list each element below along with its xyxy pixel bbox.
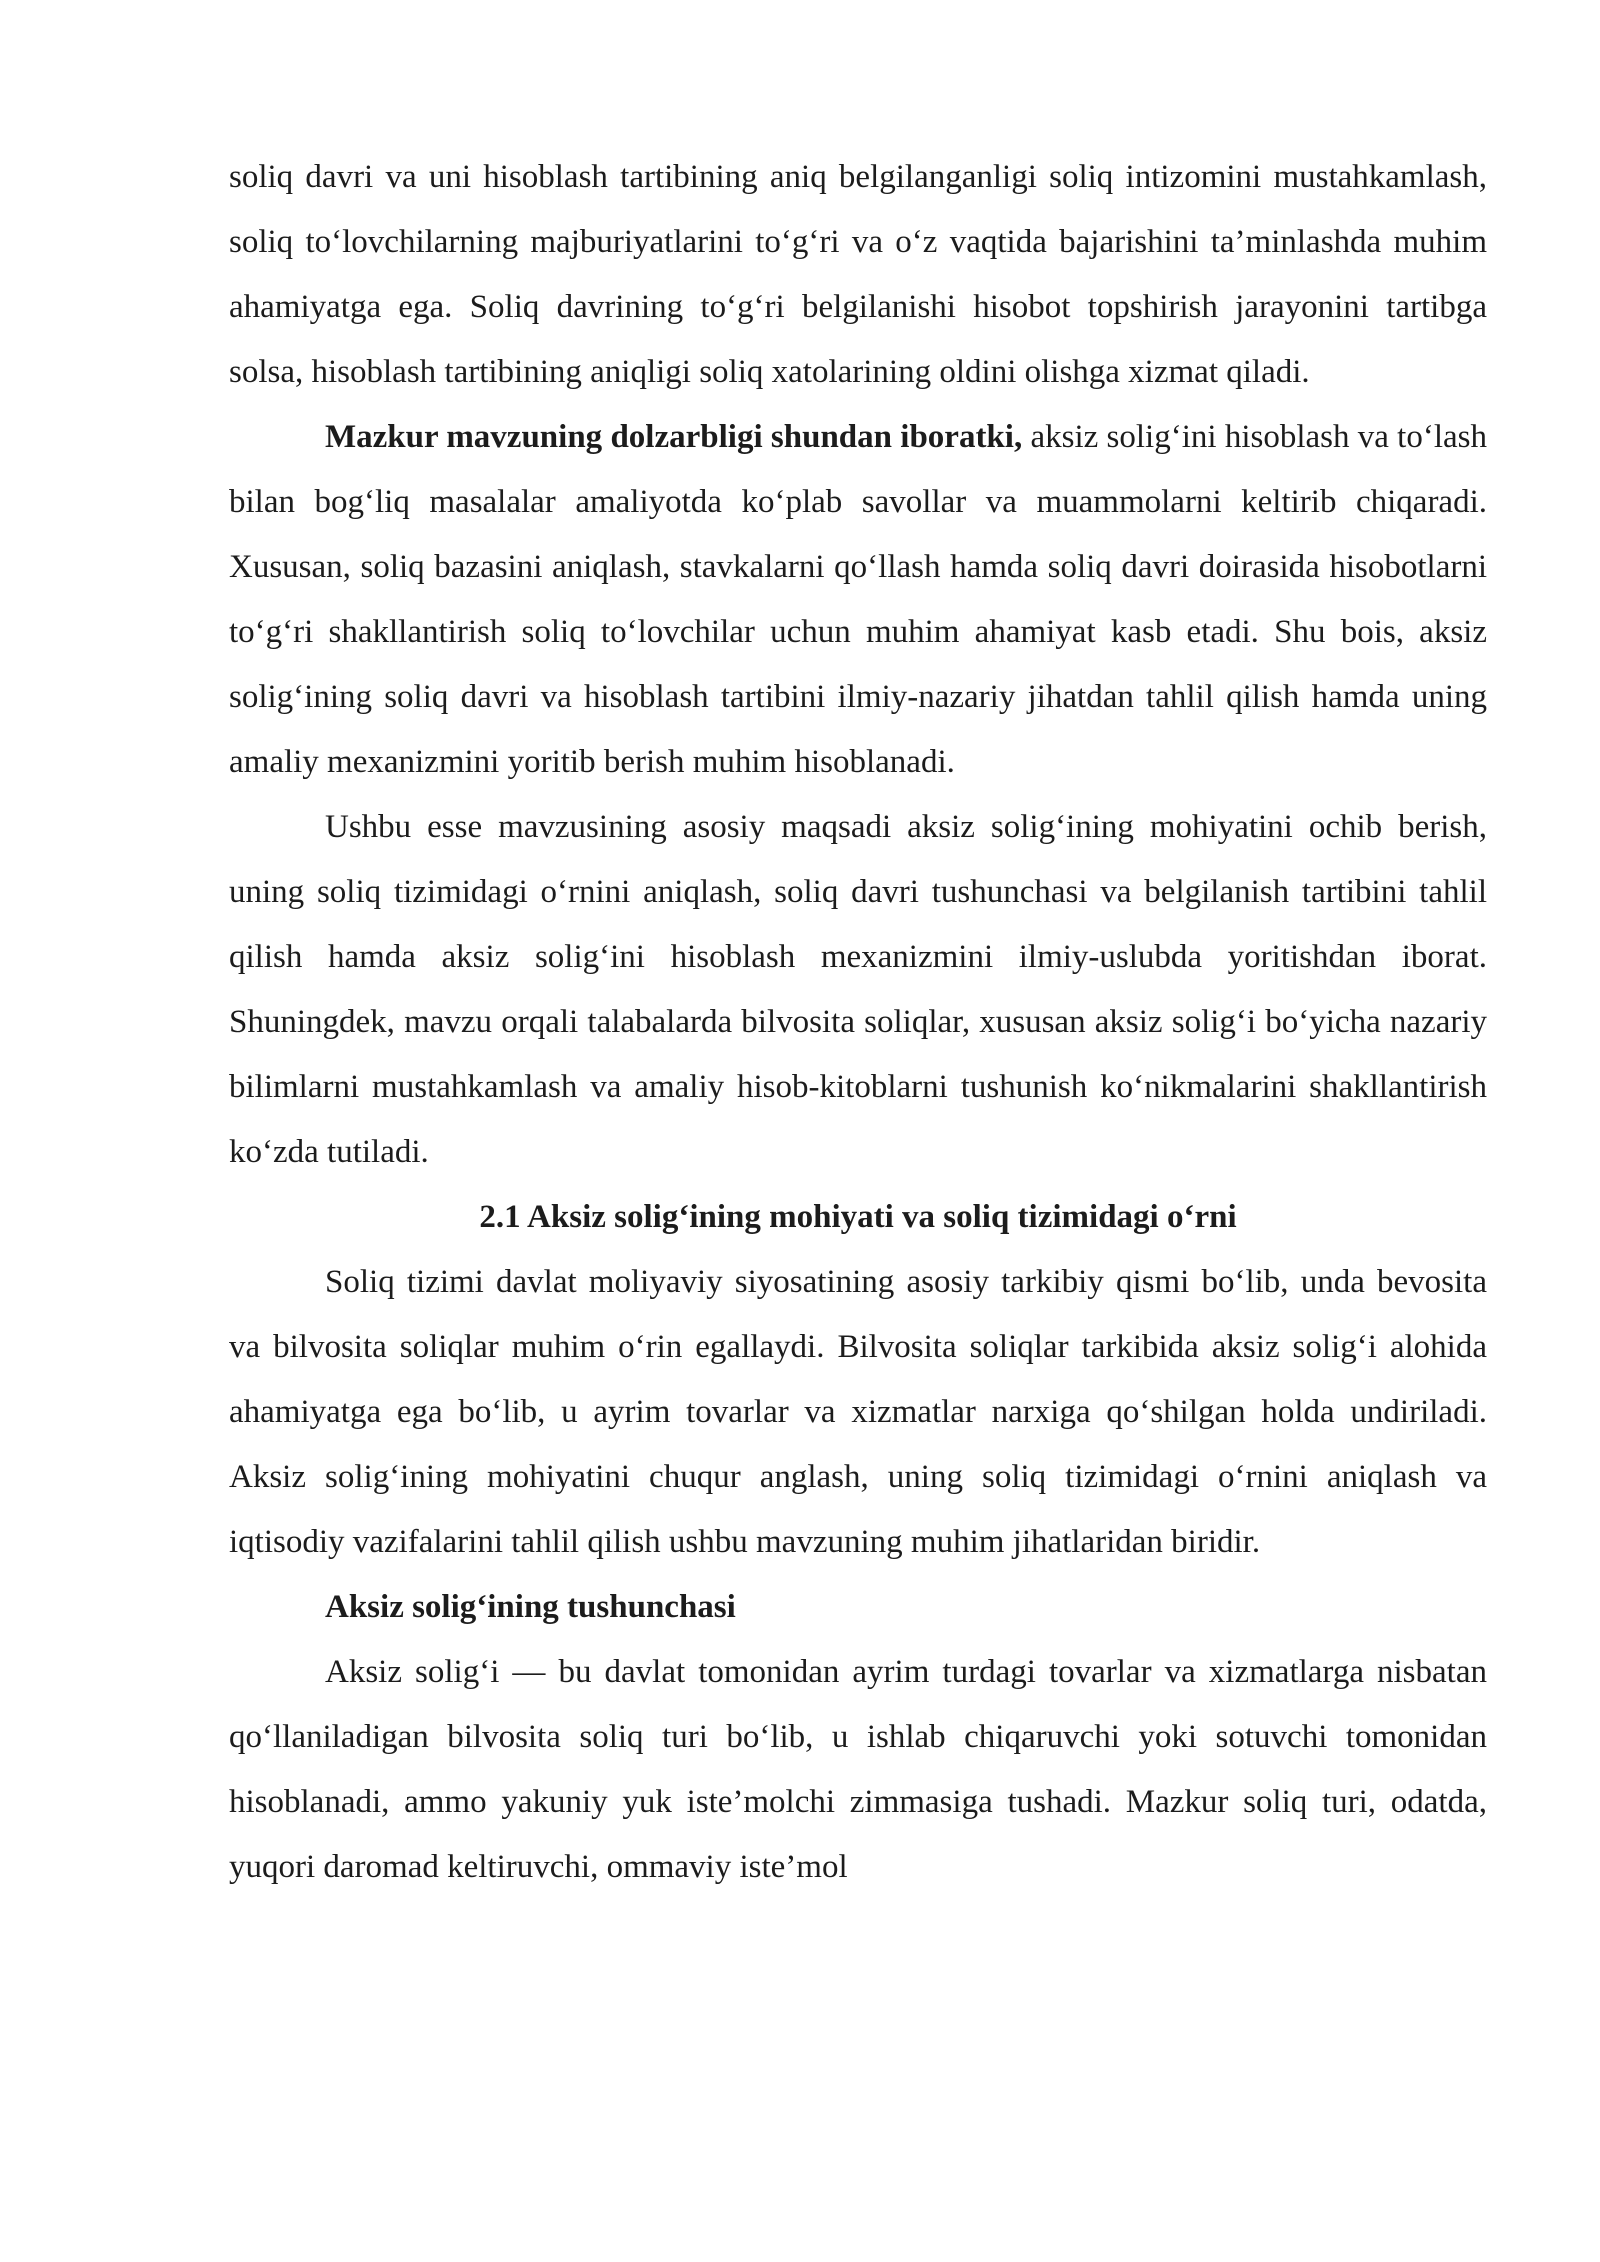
document-page	[229, 145, 1487, 1900]
section-heading: 2.1 Aksiz solig‘ining mohiyati va soliq tizimidagi o‘rni	[479, 1199, 1237, 1235]
subheading-concept: Aksiz solig‘ining tushunchasi	[325, 1589, 736, 1625]
relevance-lead-in: Mazkur mavzuning dolzarbligi shundan iboratki,	[325, 419, 1023, 455]
paragraph-relevance	[229, 405, 1487, 795]
paragraph-tax-system: Soliq tizimi davlat moliyaviy siyosatining asosiy tarkibiy qismi bo‘lib, unda bevosita va bilvosita soliqlar muhim o‘rin egallaydi. Bilvosita soliqlar tarkibida aksiz solig‘i alohida ahamiyatga ega bo‘lib, u ayrim tovarlar va xizmatlar narxiga qo‘shilgan holda undiriladi. Aksiz solig‘ining mohiyatini chuqur anglash, uning soliq tizimidagi o‘rnini aniqlash va iqtisodiy vazifalarini tahlil qilish ushbu mavzuning muhim jihatlaridan biridir.	[229, 1264, 1487, 1560]
paragraph-purpose: Ushbu esse mavzusining asosiy maqsadi aksiz solig‘ining mohiyatini ochib berish, uning soliq tizimidagi o‘rnini aniqlash, soliq davri tushunchasi va belgilanish tartibini tahlil qilish hamda aksiz solig‘ini hisoblash mexanizmini ilmiy-uslubda yoritishdan iborat. Shuningdek, mavzu orqali talabalarda bilvosita soliqlar, xususan aksiz solig‘i bo‘yicha nazariy bilimlarni mustahkamlash va amaliy hisob-kitoblarni tushunish ko‘nikmalarini shakllantirish ko‘zda tutiladi.	[229, 809, 1487, 1170]
paragraph-definition: Aksiz solig‘i — bu davlat tomonidan ayrim turdagi tovarlar va xizmatlarga nisbatan qo‘llaniladigan bilvosita soliq turi bo‘lib, u ishlab chiqaruvchi yoki sotuvchi tomonidan hisoblanadi, ammo yakuniy yuk iste’molchi zimmasiga tushadi. Mazkur soliq turi, odatda, yuqori daromad keltiruvchi, ommaviy iste’mol	[229, 1654, 1487, 1885]
paragraph-intro-continuation: soliq davri va uni hisoblash tartibining aniq belgilanganligi soliq intizomini mustahkamlash, soliq to‘lovchilarning majburiyatlarini to‘g‘ri va o‘z vaqtida bajarishini ta’minlashda muhim ahamiyatga ega. Soliq davrining to‘g‘ri belgilanishi hisobot topshirish jarayonini tartibga solsa, hisoblash tartibining aniqligi soliq xatolarining oldini olishga xizmat qiladi.	[229, 159, 1487, 390]
relevance-body: aksiz solig‘ini hisoblash va to‘lash bilan bog‘liq masalalar amaliyotda ko‘plab savollar va muammolarni keltirib chiqaradi. Xususan, soliq bazasini aniqlash, stavkalarni qo‘llash hamda soliq davri doirasida hisobotlarni to‘g‘ri shakllantirish soliq to‘lovchilar uchun muhim ahamiyat kasb etadi. Shu bois, aksiz solig‘ining soliq davri va hisoblash tartibini ilmiy-nazariy jihatdan tahlil qilish hamda uning amaliy mexanizmini yoritib berish muhim hisoblanadi.	[229, 419, 1487, 780]
